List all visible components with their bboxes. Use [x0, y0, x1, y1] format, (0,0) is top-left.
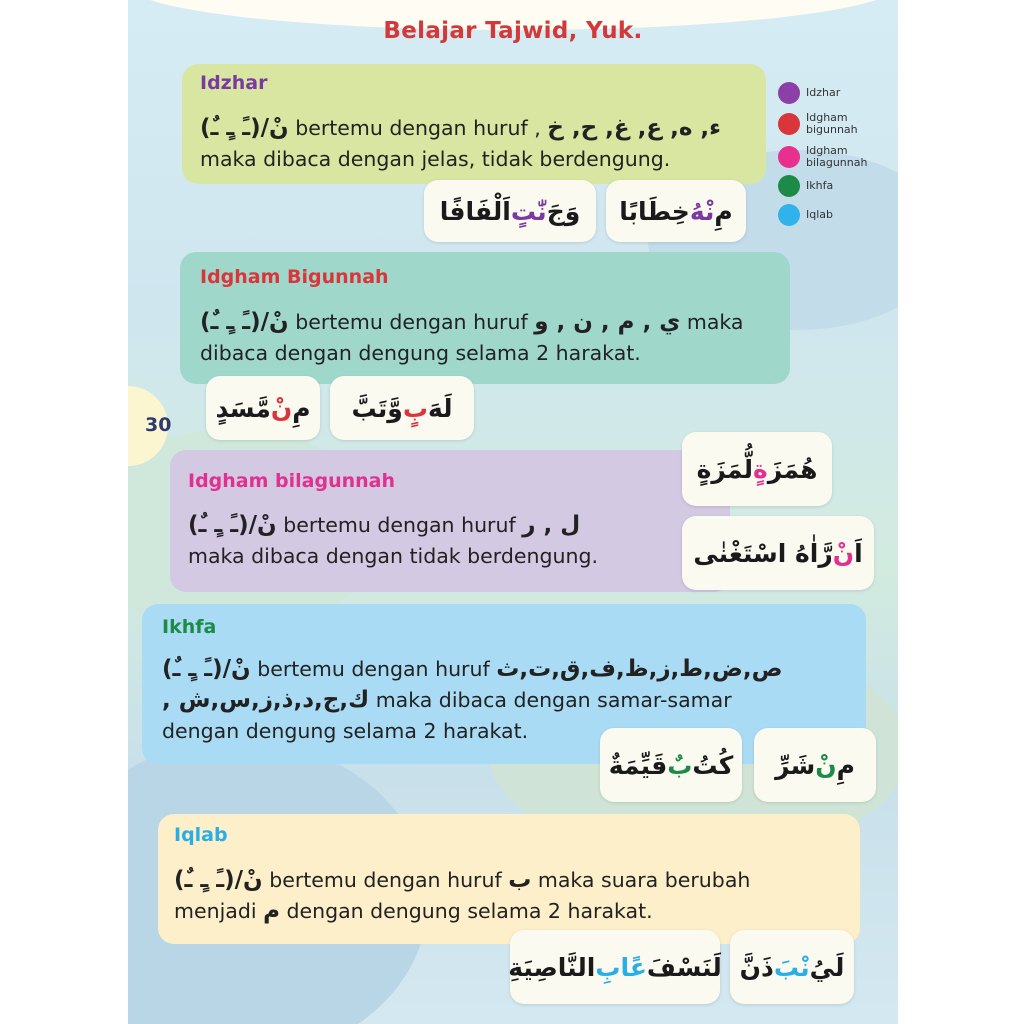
idgham-bilagunnah-example-1 [682, 432, 832, 506]
example-text: اَ [854, 538, 863, 568]
example-highlight: ةٍ [753, 454, 768, 484]
idgham-bigunnah-example-2 [206, 376, 320, 440]
ikhfa-line-1 [162, 654, 783, 684]
legend-dot [778, 82, 800, 104]
example-highlight: نْهُ [689, 196, 715, 226]
legend-item-iqlab [778, 204, 833, 226]
example-text: لَهَ [427, 393, 453, 423]
legend-dot [778, 204, 800, 226]
ikhfa-example-2 [600, 728, 742, 802]
example-text: مِ [292, 393, 311, 423]
legend-label: Idgham bigunnah [806, 111, 858, 136]
ikhfa-line-3: dengan dengung selama 2 harakat. [162, 719, 529, 743]
example-highlight: نْ [270, 393, 293, 423]
ikhfa-example-1 [754, 728, 876, 802]
legend-dot [778, 146, 800, 168]
example-text: اَلْفَافًا [439, 196, 511, 226]
idzhar-title: Idzhar [200, 72, 268, 94]
legend-item-idgham-bigunnah [778, 112, 876, 136]
idzhar-line-1 [200, 113, 721, 143]
idgham-bilagunnah-line-2: maka dibaca dengan tidak berdengung. [188, 544, 598, 568]
iqlab-line-1 [174, 865, 750, 895]
example-text: رَّاٰهُ اسْتَغْنٰى [693, 538, 833, 568]
example-highlight: نّٰتٍ [510, 196, 547, 226]
iqlab-text-2a: menjadi [174, 899, 257, 923]
iqlab-text-1b: maka suara berubah [537, 868, 751, 892]
ikhfa-title: Ikhfa [162, 616, 217, 638]
idzhar-text-1: bertemu dengan huruf , [295, 116, 541, 140]
idgham-bigunnah-letters: ي , م , ن , و [534, 309, 681, 335]
example-text: مَّسَدٍ [215, 393, 271, 423]
example-highlight: بٌ [667, 750, 693, 780]
legend-label: Idgham bilagunnah [806, 144, 868, 169]
example-text: النَّاصِيَةِ [508, 952, 596, 982]
idgham-bilagunnah-text-1: bertemu dengan huruf [283, 513, 516, 537]
page-title: Belajar Tajwid, Yuk. [383, 18, 643, 44]
iqlab-text-1: bertemu dengan huruf [269, 868, 502, 892]
idgham-bigunnah-text-1b: maka [686, 310, 744, 334]
idgham-bigunnah-example-1 [330, 376, 474, 440]
example-text: مِ [836, 750, 855, 780]
idgham-bigunnah-line-1 [200, 307, 744, 337]
iqlab-line-2 [174, 896, 653, 926]
example-text: لُّمَزَةٍ [696, 454, 754, 484]
iqlab-title: Iqlab [174, 824, 228, 846]
example-highlight: نْبَ [773, 952, 810, 982]
example-highlight: نْ [832, 538, 855, 568]
idgham-bigunnah-text-1: bertemu dengan huruf [295, 310, 528, 334]
example-highlight: نْ [815, 750, 837, 780]
noon-mark: نْ/(ـً ـٍ ـٌ) [188, 512, 277, 538]
noon-mark: نْ/(ـً ـٍ ـٌ) [162, 656, 251, 682]
legend-dot [778, 113, 800, 135]
idzhar-line-2: maka dibaca dengan jelas, tidak berdengung. [200, 147, 671, 171]
ikhfa-text-1: bertemu dengan huruf [257, 657, 490, 681]
example-text: وَّتَبَّ [351, 393, 403, 423]
iqlab-letter-b: ب [508, 867, 532, 893]
ikhfa-letters-1: ص,ض,ط,ز,ظ,ف,ق,ت,ث [496, 656, 783, 682]
noon-mark: نْ/(ـً ـٍ ـٌ) [174, 867, 263, 893]
example-text: مِ [714, 196, 733, 226]
example-text: كُتُ [692, 750, 734, 780]
legend-label: Iqlab [806, 208, 834, 221]
example-highlight: بٍ [402, 393, 428, 423]
idgham-bilagunnah-example-2 [682, 516, 874, 590]
example-text: وَجَ [546, 196, 581, 226]
legend-item-ikhfa [778, 175, 833, 197]
example-text: قَيِّمَةٌ [608, 750, 668, 780]
ikhfa-letters-2: ك,ج,د,ذ,ز,س,ش , [162, 687, 370, 713]
idgham-bilagunnah-title: Idgham bilagunnah [188, 470, 396, 492]
ikhfa-text-2: maka dibaca dengan samar-samar [375, 688, 732, 712]
iqlab-example-1 [730, 930, 854, 1004]
iqlab-example-2 [510, 930, 720, 1004]
noon-mark: نْ/(ـً ـٍ ـٌ) [200, 115, 289, 141]
legend-label: Idzhar [806, 86, 841, 99]
idgham-bilagunnah-line-1 [188, 510, 580, 540]
page [128, 0, 898, 1024]
iqlab-text-2b: dengan dengung selama 2 harakat. [286, 899, 653, 923]
legend-item-idzhar [778, 82, 840, 104]
legend-dot [778, 175, 800, 197]
example-text: لَنَسْفَ [646, 952, 722, 982]
idgham-bigunnah-line-2: dibaca dengan dengung selama 2 harakat. [200, 341, 641, 365]
example-highlight: بِ [595, 952, 621, 982]
idzhar-letters: ء, ه, ع, غ, ح, خ [547, 115, 721, 141]
legend-item-idgham-bilagunnah [778, 145, 886, 169]
idzhar-example-1 [606, 180, 746, 242]
example-text: ذَنَّ [739, 952, 774, 982]
example-text: هُمَزَ [767, 454, 818, 484]
example-text: خِطَابًا [619, 196, 690, 226]
idzhar-example-2 [424, 180, 596, 242]
example-highlight: عًا [620, 952, 647, 982]
ikhfa-line-2 [162, 685, 732, 715]
legend-label: Ikhfa [806, 179, 834, 192]
page-number: 30 [145, 414, 172, 436]
noon-mark: نْ/(ـً ـٍ ـٌ) [200, 309, 289, 335]
example-text: لَيُ [809, 952, 845, 982]
idgham-bilagunnah-letters: ل , ر [522, 512, 581, 538]
idgham-bigunnah-title: Idgham Bigunnah [200, 266, 389, 288]
example-text: شَرِّ [775, 750, 816, 780]
iqlab-letter-m: م [263, 898, 280, 924]
